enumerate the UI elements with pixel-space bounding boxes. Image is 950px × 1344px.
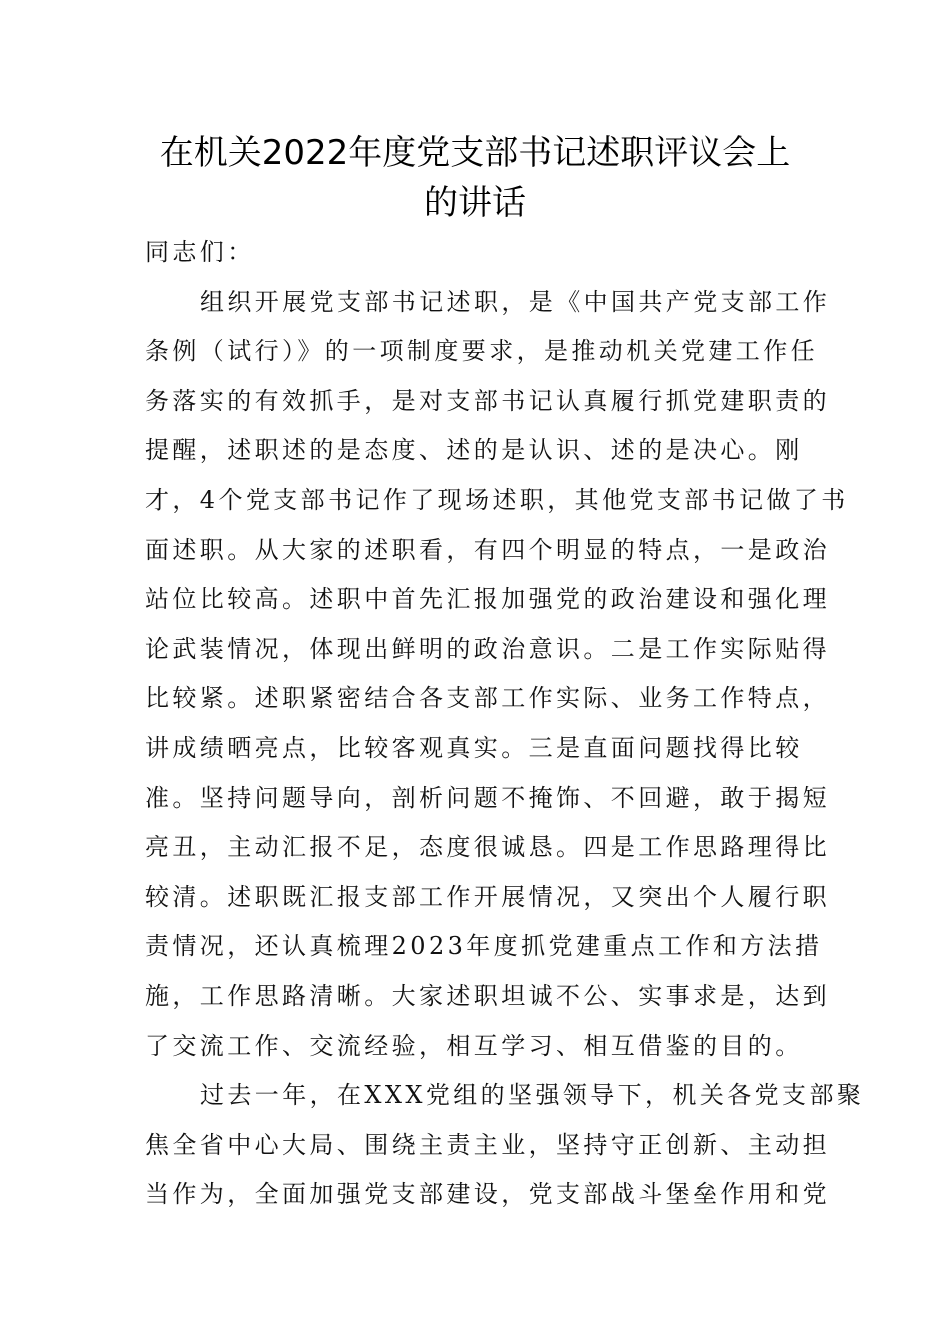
text-line: 过去一年，在XXX党组的坚强领导下，机关各党支部聚 [200, 1081, 865, 1110]
text-line: 讲成绩晒亮点，比较客观真实。三是直面问题找得比较 [145, 733, 803, 762]
salutation: 同志们： [145, 238, 255, 266]
text-line: 当作为，全面加强党支部建设，党支部战斗堡垒作用和党 [145, 1180, 830, 1209]
text-line: 提醒，述职述的是态度、述的是认识、述的是决心。刚 [145, 436, 803, 465]
text-line: 较清。述职既汇报支部工作开展情况，又突出个人履行职 [145, 882, 830, 911]
paragraph-1 [145, 278, 849, 1072]
text-line: 务落实的有效抓手，是对支部书记认真履行抓党建职责的 [145, 386, 830, 415]
paragraph-2 [145, 1071, 865, 1220]
text-line: 准。坚持问题导向，剖析问题不掩饰、不回避，敢于揭短 [145, 783, 830, 812]
title-line-1: 在机关2022年度党支部书记述职评议会上 [159, 133, 791, 173]
text-line: 了交流工作、交流经验，相互学习、相互借鉴的目的。 [145, 1031, 803, 1060]
text-line: 面述职。从大家的述职看，有四个明显的特点，一是政治 [145, 535, 830, 564]
text-line: 站位比较高。述职中首先汇报加强党的政治建设和强化理 [145, 585, 830, 614]
document-title [120, 128, 830, 228]
text-line: 组织开展党支部书记述职，是《中国共产党支部工作 [200, 287, 831, 316]
text-line: 焦全省中心大局、围绕主责主业，坚持守正创新、主动担 [145, 1130, 830, 1159]
text-line: 才，4个党支部书记作了现场述职，其他党支部书记做了书 [145, 485, 849, 514]
text-line: 论武装情况，体现出鲜明的政治意识。二是工作实际贴得 [145, 634, 830, 663]
text-line: 责情况，还认真梳理2023年度抓党建重点工作和方法措 [145, 932, 823, 961]
document-body [145, 228, 865, 1220]
text-line: 比较紧。述职紧密结合各支部工作实际、业务工作特点， [145, 684, 830, 713]
text-line: 施，工作思路清晰。大家述职坦诚不公、实事求是，达到 [145, 981, 830, 1010]
text-line: 条例（试行）》的一项制度要求，是推动机关党建工作任 [145, 337, 818, 366]
text-line: 亮丑，主动汇报不足，态度很诚恳。四是工作思路理得比 [145, 833, 830, 862]
title-line-2: 的讲话 [424, 183, 526, 223]
